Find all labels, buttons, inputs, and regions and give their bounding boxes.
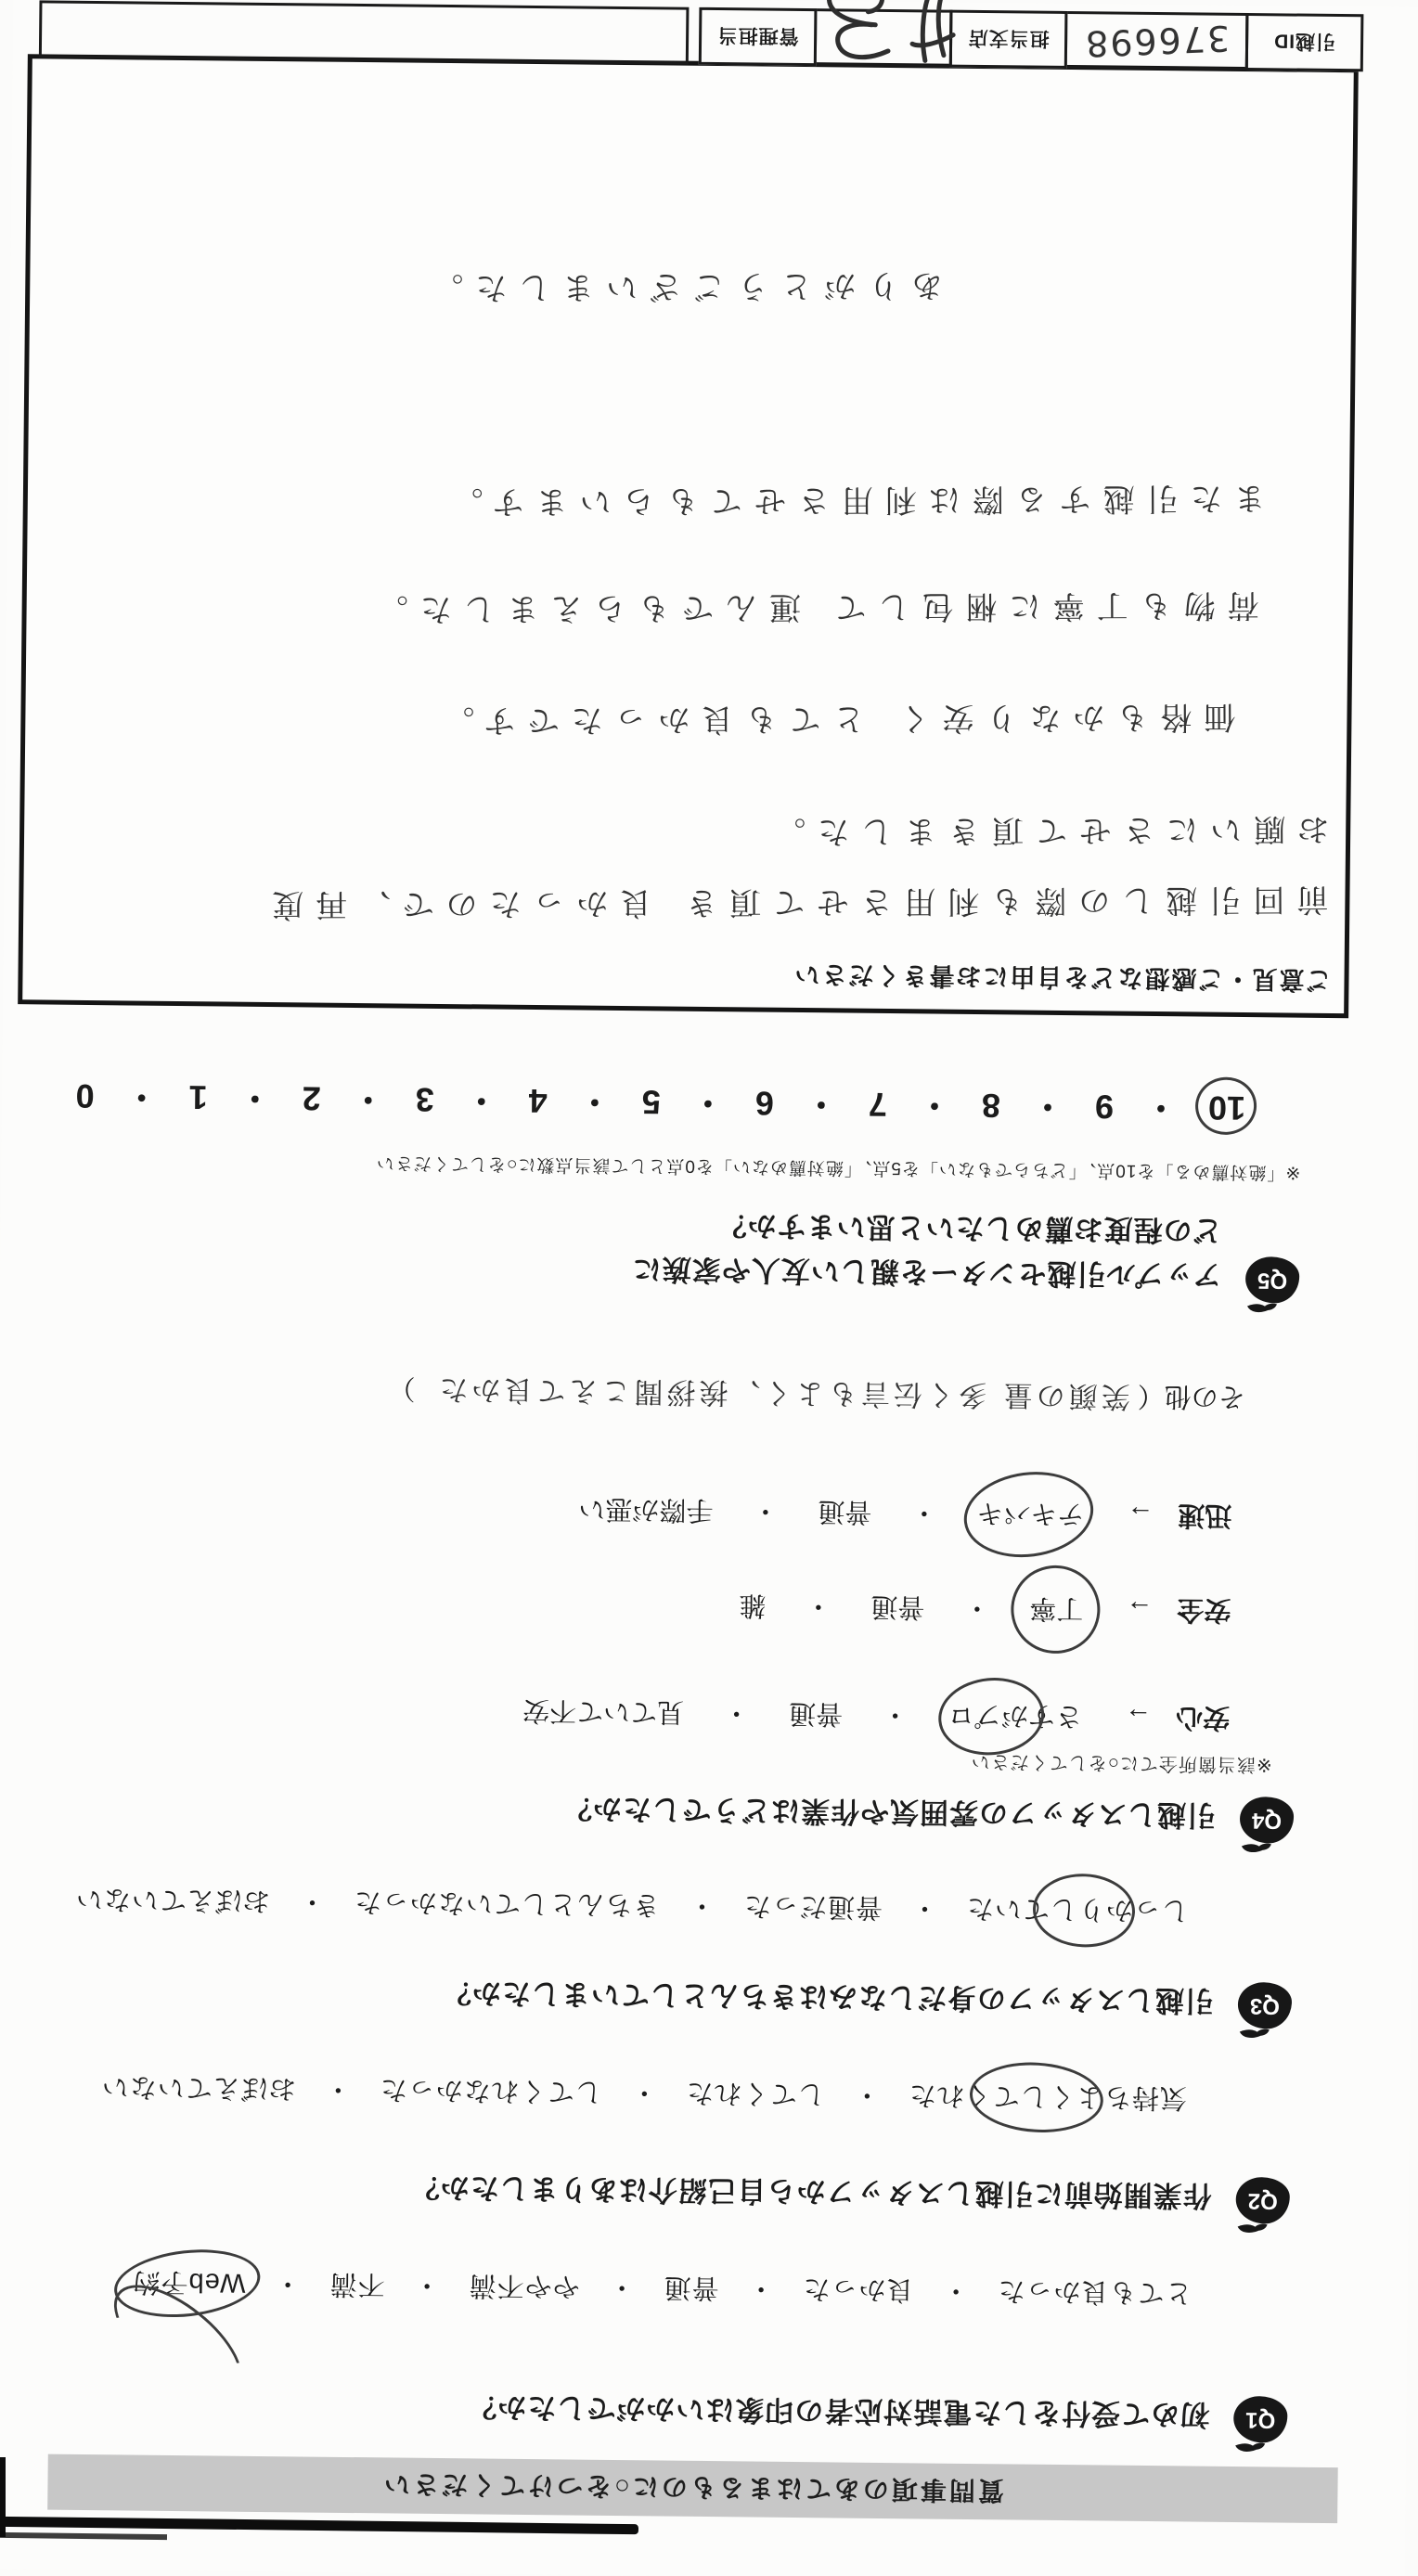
- q5-score: 9: [1094, 1088, 1115, 1127]
- scale-separator: ・: [464, 1081, 498, 1120]
- question-4: [562, 1785, 1295, 1843]
- arrow-icon: →: [1125, 1701, 1153, 1732]
- branch-signature-cell: [814, 8, 953, 68]
- q5-text-line2: どの程度お薦めしたいと思いますか？: [716, 1209, 1222, 1247]
- option-separator: ・: [881, 1698, 909, 1730]
- q3-text: 引越しスタッフの身だしなみはきちんとしていましたか？: [441, 1977, 1215, 2017]
- q4-category: 安全: [1177, 1594, 1231, 1625]
- q5-score: 6: [754, 1084, 775, 1123]
- option-separator: ・: [273, 2268, 302, 2299]
- comment-line: ありがとうございました。: [419, 266, 944, 307]
- q1-option: 良かった: [802, 2273, 914, 2305]
- manager-label: 管理担当: [699, 7, 818, 66]
- q3-options: [75, 1882, 1189, 1932]
- comment-box-label: ご意見・ご感想などを自由にお書きください: [793, 960, 1332, 995]
- arrow-icon: →: [1127, 1499, 1154, 1530]
- question-3: [442, 1970, 1293, 2029]
- q2-badge: Q2: [1235, 2177, 1290, 2224]
- question-2: [410, 2165, 1291, 2224]
- q4-other-row: [388, 1371, 1245, 1422]
- comment-line: お願いにさせて頂きました。: [762, 810, 1330, 851]
- footer-empty-box: [39, 0, 690, 64]
- option-separator: ・: [909, 1892, 939, 1923]
- q5-score-10-circled: 10: [1207, 1088, 1246, 1128]
- q4-other-handwriting: 笑顔の量 多く伝言もよく、挨拶聞こえて良かた: [435, 1372, 1130, 1413]
- q1-option: 不満: [329, 2268, 385, 2299]
- option-separator: ・: [297, 1886, 327, 1916]
- arrow-icon: →: [1126, 1593, 1154, 1625]
- scale-separator: ・: [804, 1085, 839, 1124]
- moving-id-handwriting: 376698: [1082, 17, 1231, 65]
- option-separator: ・: [722, 1697, 751, 1728]
- question-5: [632, 1202, 1300, 1304]
- q5-score: 7: [868, 1085, 888, 1124]
- q4-option: 普通: [788, 1697, 844, 1729]
- q4-badge: Q4: [1240, 1797, 1295, 1844]
- q5-score-scale: [75, 1075, 1245, 1134]
- comment-line: 前回引越しの際も利用させて頂き 良かったので、再度: [260, 880, 1329, 923]
- scale-separator: ・: [1030, 1087, 1065, 1126]
- option-separator: ・: [746, 2273, 775, 2303]
- branch-label: 担当支店: [949, 10, 1068, 69]
- q4-option-circled: さすがプロ: [947, 1698, 1082, 1738]
- q3-badge: Q3: [1238, 1982, 1293, 2029]
- option-separator: ・: [607, 2271, 636, 2302]
- q5-text: [632, 1202, 1222, 1303]
- q5-score: 4: [528, 1081, 548, 1121]
- scale-separator: ・: [917, 1086, 952, 1125]
- q5-text-line1: アップル引越センターを親しい友人や家族に: [631, 1253, 1222, 1292]
- q4-category: 安心: [1176, 1702, 1231, 1732]
- q1-badge: Q1: [1233, 2396, 1288, 2443]
- q4-note: ※該当箇所全てに○をしてください: [970, 1750, 1272, 1775]
- q2-option: おぼえていない: [100, 2071, 297, 2104]
- q4-option-circled: 丁寧: [1029, 1591, 1083, 1630]
- q4-option: 雑: [739, 1590, 767, 1620]
- q5-score: 2: [302, 1079, 321, 1118]
- scan-edge-mark: [0, 2457, 6, 2537]
- handwritten-signature: [803, 0, 961, 72]
- scale-separator: ・: [124, 1077, 159, 1116]
- question-1: [467, 2384, 1288, 2442]
- option-separator: ・: [963, 1591, 991, 1623]
- q3-option: きちんとしていなかった: [353, 1887, 661, 1920]
- q4-other-label: その他（: [1137, 1380, 1245, 1412]
- comment-line: また引越する際は利用させてもらいます。: [439, 479, 1266, 521]
- scale-separator: ・: [238, 1078, 272, 1118]
- option-separator: ・: [910, 1497, 938, 1527]
- q1-option-circled: Web予約: [132, 2265, 246, 2304]
- q4-option: 見ていて不安: [522, 1694, 685, 1727]
- option-separator: ・: [941, 2274, 970, 2305]
- q1-text: 初めて受付をした電話対応者の印象はいかがでしたか？: [467, 2390, 1210, 2431]
- q4-option: 普通: [870, 1591, 925, 1622]
- scale-separator: ・: [1143, 1088, 1179, 1127]
- scale-separator: ・: [690, 1083, 726, 1123]
- q1-option: やや不満: [468, 2270, 580, 2301]
- option-separator: ・: [323, 2073, 353, 2105]
- q5-badge: Q5: [1245, 1256, 1300, 1304]
- q1-option: 普通: [663, 2272, 719, 2303]
- q5-score: 1: [188, 1078, 208, 1117]
- option-separator: ・: [752, 1495, 780, 1526]
- q4-option: 普通: [818, 1496, 872, 1526]
- q5-score: 8: [981, 1087, 1001, 1126]
- moving-id-value: [1064, 11, 1249, 71]
- q4-row-anzen: [739, 1588, 1231, 1631]
- q2-text: 作業開始前に引越しスタッフから自己紹介はありましたか？: [409, 2170, 1212, 2212]
- q5-score: 5: [641, 1083, 662, 1122]
- q4-option: 手際が悪い: [578, 1493, 714, 1526]
- q4-other-close: ）: [388, 1372, 416, 1403]
- option-separator: ・: [805, 1591, 832, 1621]
- q4-category: 迅速: [1178, 1500, 1232, 1530]
- scale-separator: ・: [577, 1082, 612, 1121]
- q4-row-anshin: [522, 1694, 1230, 1739]
- q4-text: 引越しスタッフの雰囲気や作業はどうでしたか？: [561, 1792, 1217, 1832]
- q4-option-circled: テキパキ: [976, 1496, 1084, 1535]
- option-separator: ・: [852, 2079, 882, 2109]
- q5-score: 3: [415, 1080, 434, 1119]
- instruction-bar: 質問事項のあてはまるものに○をつけてください: [47, 2454, 1338, 2524]
- q5-score: 0: [75, 1076, 95, 1116]
- q1-options: [132, 2265, 1192, 2314]
- q4-row-jinsoku: [578, 1492, 1231, 1537]
- option-separator: ・: [629, 2077, 659, 2107]
- q3-option-circled: しっかりしていた: [966, 1891, 1189, 1932]
- q2-option: してくれなかった: [379, 2074, 603, 2106]
- q2-option-circled: 気持ちよくしてくれた: [909, 2078, 1187, 2119]
- comment-line: 価格もかなり安く とても良かったです。: [431, 698, 1236, 740]
- q3-option: おぼえていない: [74, 1883, 271, 1916]
- scale-separator: ・: [351, 1079, 385, 1119]
- comment-box: [18, 54, 1359, 1018]
- option-separator: ・: [687, 1889, 716, 1921]
- q5-note: ※「絶対薦める」を10点、「どちらでもない」を5点、「絶対薦めない」を0点として該当点数に○をしてください: [375, 1153, 1301, 1182]
- q2-option: してくれた: [685, 2077, 826, 2109]
- option-separator: ・: [412, 2269, 441, 2300]
- moving-id-label: 引越ID: [1245, 13, 1364, 71]
- q1-option: とても良かった: [997, 2275, 1192, 2308]
- q3-option: 普通だった: [742, 1890, 883, 1922]
- comment-line: 荷物も丁寧に梱包して 運んでもらえました。: [364, 586, 1259, 628]
- q2-options: [101, 2069, 1187, 2119]
